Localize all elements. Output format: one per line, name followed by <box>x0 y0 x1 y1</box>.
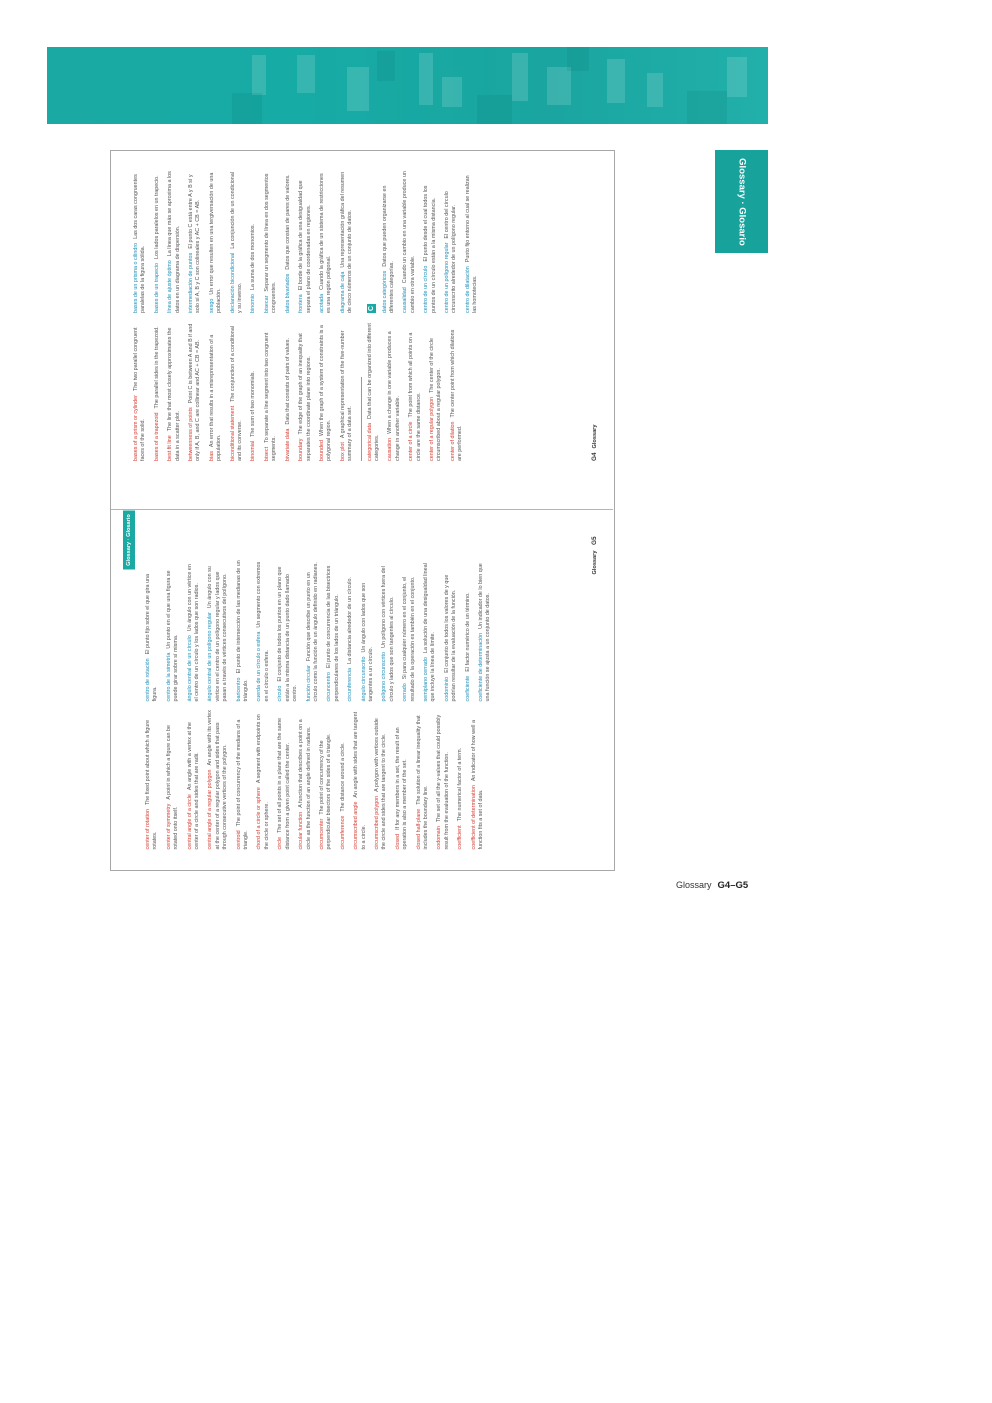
glossary-definition: Data that consists of pairs of values. <box>284 338 291 425</box>
g4-folio: G4Glossary <box>591 424 598 461</box>
glossary-entry <box>166 559 181 701</box>
glossary-definition: El borde de la gráfica de una desigualdad que separa el plano de coordenadas en regiones. <box>298 180 312 313</box>
glossary-term: polígono circunscrito <box>381 651 388 701</box>
glossary-term: bases de un prisma o cilindro <box>133 242 139 313</box>
glossary-definition: An angle with a vertex at the center of a circle and sides that are radii. <box>186 721 201 849</box>
glossary-definition: The point of concurrency of the perpendicular bisectors of the sides of a triangle. <box>318 733 333 849</box>
glossary-entry <box>319 171 334 313</box>
glossary-definition: Si para cualquier número en el conjunto, el resultado de la operación es también en el conjunto. <box>402 576 416 701</box>
glossary-entry <box>250 171 257 313</box>
glossary-entry <box>298 171 313 313</box>
page-g5 <box>111 510 613 869</box>
glossary-term: center of rotation <box>145 808 151 849</box>
glossary-entry <box>250 321 257 461</box>
glossary-definition: Un error que resulten en una tergiversación de una población. <box>208 172 223 313</box>
glossary-term: círculo <box>277 685 284 701</box>
glossary-term: center of dilation <box>449 421 456 461</box>
glossary-definition: La línea que más se aproxima a los datos en un diagrama de dispersión. <box>167 171 181 313</box>
glossary-term: bases of a trapezoid <box>153 412 160 461</box>
glossary-entry <box>471 709 486 849</box>
glossary-definition: La distancia alrededor de un círculo. <box>347 576 354 664</box>
glossary-term: bases of a prism or cylinder <box>133 395 139 461</box>
glossary-entry <box>298 321 313 461</box>
glossary-entry <box>381 559 396 701</box>
glossary-term: ángulo circunscrito <box>360 656 367 701</box>
glossary-definition: Cuando un cambio en una variable produce un cambio en otra variable. <box>402 171 416 313</box>
glossary-entry <box>374 709 389 849</box>
glossary-definition: Las dos caras congruentes paralelas de la figura sólida. <box>133 174 147 313</box>
glossary-entry <box>457 709 464 849</box>
glossary-entry <box>319 709 334 849</box>
glossary-entry <box>367 321 382 461</box>
glossary-term: cuerda de un círculo o esfera <box>256 631 263 701</box>
glossary-definition: El punto de intersección de las medianas de un triángulo. <box>235 559 250 701</box>
glossary-term: circumscribed polygon <box>373 795 380 849</box>
glossary-entry <box>465 559 472 701</box>
glossary-definition: A graphical representation of the five-number summary of a data set. <box>339 330 354 461</box>
glossary-definition: Point C is between A and B if and only if A, B, and C are collinear and AC + CB = AB. <box>188 323 202 461</box>
glossary-definition: An angle with its vertex at the center of a regular polygon and sides that pass through consecutive vertices of the polygon. <box>207 709 229 849</box>
glossary-entry <box>423 559 438 701</box>
glossary-entry <box>402 171 417 313</box>
glossary-term: coeficiente <box>464 675 471 701</box>
glossary-entry <box>326 559 341 701</box>
glossary-definition: El conjunto de todos los valores de y que podrían resultar de la evaluación de la función. <box>443 574 458 701</box>
glossary-term: frontera <box>298 294 305 313</box>
glossary-term: datos bivariados <box>284 273 291 313</box>
glossary-term: baricentro <box>235 677 242 701</box>
glossary-term: center of a regular polygon <box>428 396 435 461</box>
glossary-term: circle <box>277 836 284 849</box>
glossary-term: centro de un polígono regular <box>443 242 450 313</box>
glossary-definition: Un polígono con vértices fuera del círculo y lados que son tangentes al círculo. <box>381 565 395 701</box>
glossary-definition: Data that can be organized into different categories. <box>366 323 380 461</box>
glossary-definition: The set of all points in a plane that are the same distance from a given point called the center. <box>277 717 291 849</box>
glossary-entry <box>167 321 182 461</box>
glossary-entry <box>285 171 292 313</box>
footer-page-label: Glossary G4–G5 <box>676 880 749 891</box>
glossary-entry <box>347 559 354 701</box>
glossary-term: causalidad <box>402 287 409 313</box>
g4-column-english <box>133 321 553 461</box>
glossary-entry <box>230 321 245 461</box>
glossary-entry <box>436 709 451 849</box>
glossary-entry <box>450 321 465 461</box>
glossary-definition: If for any members in a set, the result of an operation is also a member of the set. <box>394 726 409 849</box>
glossary-term: centro de rotación <box>145 657 151 701</box>
glossary-term: coefficient <box>457 824 464 849</box>
glossary-definition: The distance around a circle. <box>339 741 346 812</box>
glossary-definition: Función que describe un punto en un círculo como la función de un ángulo definido en radianes. <box>305 561 319 701</box>
glossary-term: circuncentro <box>326 671 333 701</box>
glossary-definition: Cuando la gráfica de un sistema de restricciones es una región poligonal. <box>318 173 333 313</box>
glossary-term: closed half-plane <box>415 808 422 849</box>
glossary-term: chord of a circle or sphere <box>256 786 263 849</box>
glossary-entry <box>277 559 299 701</box>
glossary-definition: El punto fijo sobre el que gira una figura. <box>145 573 159 701</box>
glossary-term: línea de ajuste óptimo <box>167 260 174 313</box>
glossary-term: bounded <box>318 440 325 461</box>
glossary-term: codomain <box>436 825 443 849</box>
glossary-term: bisect <box>263 446 270 461</box>
glossary-definition: The edge of the graph of an inequality that separates the coordinate plane into regions. <box>298 333 312 461</box>
glossary-definition: Un segmento con extremos en el círculo o esfera. <box>256 561 270 701</box>
glossary-term: categorical data <box>366 422 373 461</box>
glossary-entry <box>395 709 410 849</box>
glossary-definition: El punto C está entre A y B sí y solo sí A, B y C son colineales y AC + CB = AB. <box>188 174 202 313</box>
glossary-entry <box>236 709 251 849</box>
glossary-definition: The two parallel congruent faces of the solid. <box>133 327 147 461</box>
glossary-term: boundary <box>298 438 305 461</box>
glossary-term: declaración bicondicional <box>229 252 236 313</box>
g5-running-head: Glossary G5 <box>591 535 598 574</box>
glossary-definition: Un punto en el que una figura se puede girar sobre sí misma. <box>165 569 180 701</box>
glossary-definition: La conjunción de un condicional y su inverso. <box>229 172 244 313</box>
glossary-definition: When the graph of a system of constraints is a polygonal region. <box>318 325 333 461</box>
glossary-definition: The point of concurrency of the medians of a triangle. <box>235 719 250 849</box>
glossary-definition: La suma de dos monomios. <box>250 223 257 291</box>
glossary-definition: When a change in one variable produces a change in another variable. <box>387 331 401 461</box>
glossary-entry <box>207 709 229 849</box>
glossary-definition: The line that most closely approximates the data in a scatter plot. <box>167 327 181 461</box>
glossary-term: best fit line <box>167 435 174 461</box>
glossary-term: circumscribed angle <box>353 801 360 849</box>
glossary-definition: The conjunction of a conditional and its converse. <box>229 326 244 461</box>
glossary-term: circumcenter <box>318 818 325 849</box>
glossary-definition: Un ángulo con su vértice en el centro de un polígono regular y lados que pasan a través de vértices consecutivos del polígono. <box>207 565 229 701</box>
glossary-definition: The set of all the y-values that could possibly result from the evaluation of the function. <box>436 714 450 849</box>
glossary-term: semiplano cerrado <box>422 656 429 701</box>
glossary-term: binomial <box>250 440 257 461</box>
glossary-entry <box>429 321 444 461</box>
glossary-entry <box>264 321 279 461</box>
glossary-entry <box>306 559 321 701</box>
glossary-term: ángulo central de un círculo <box>186 634 193 701</box>
glossary-definition: Una representación gráfica del resumen de cinco números de un conjunto de datos. <box>339 171 354 313</box>
glossary-entry <box>444 559 459 701</box>
glossary-term: circunferencia <box>347 667 354 701</box>
glossary-definition: Un ángulo con un vértice en el centro de un círculo y los lados que son radios. <box>186 563 201 701</box>
glossary-entry <box>402 559 417 701</box>
glossary-term: box plot <box>339 442 346 461</box>
glossary-entry <box>478 559 493 701</box>
glossary-definition: The point from which all points on a circle are the same distance. <box>408 332 422 461</box>
glossary-definition: A segment with endpoints on the circle or sphere. <box>256 713 270 849</box>
glossary-definition: The parallel sides in the trapezoid. <box>153 326 160 409</box>
glossary-entry <box>408 321 423 461</box>
glossary-entry <box>236 559 251 701</box>
glossary-term: bisecar <box>263 295 270 313</box>
glossary-entry <box>230 171 245 313</box>
glossary-entry <box>209 171 224 313</box>
glossary-definition: An angle with sides that are tangent to a circle. <box>353 711 367 849</box>
glossary-term: centro de un círculo <box>423 265 430 313</box>
glossary-definition: The fixed point about which a figure rotates. <box>145 719 159 849</box>
glossary-definition: El conjunto de todos los puntos en un plano que están a la misma distancia de un punto dado llamado centro. <box>277 566 299 701</box>
glossary-definition: The sum of two monomials. <box>250 371 257 437</box>
section-letter-c: C <box>367 305 375 312</box>
glossary-entry <box>340 709 347 849</box>
glossary-entry <box>207 559 229 701</box>
glossary-entry <box>444 171 459 313</box>
glossary-entry <box>277 709 292 849</box>
glossary-entry <box>387 321 402 461</box>
glossary-term: bivariate data <box>284 428 291 461</box>
glossary-entry <box>298 709 313 849</box>
glossary-definition: Un indicador de lo bien que una función se ajusta a un conjunto de datos. <box>478 562 492 701</box>
header-banner <box>47 47 768 124</box>
glossary-term: central angle of a circle <box>186 793 193 849</box>
glossary-entry <box>264 171 279 313</box>
side-tab <box>715 150 768 253</box>
glossary-definition: A polygon with vertices outside the circle and sides that are tangent to the circle. <box>373 717 388 849</box>
glossary-definition: Datos que pueden organizarse en diferentes categorías. <box>381 185 395 313</box>
glossary-entry <box>154 171 161 313</box>
glossary-entry <box>319 321 334 461</box>
glossary-definition: Separar un segmento de línea en dos segmentos congruentes. <box>263 173 278 313</box>
glossary-term: coefficient of determination <box>470 784 477 849</box>
glossary-entry <box>256 559 271 701</box>
glossary-entry <box>167 171 182 313</box>
side-tab-label: Glossary · Glosario <box>736 157 747 246</box>
glossary-definition: The solution of a linear inequality that includes the boundary line. <box>415 714 429 849</box>
page-g4 <box>111 151 613 509</box>
glossary-entry <box>145 709 160 849</box>
glossary-entry <box>188 171 203 313</box>
glossary-entry <box>209 321 224 461</box>
glossary-term: central angle of a regular polygon <box>207 768 214 849</box>
glossary-term: coeficiente de determinación <box>478 632 484 701</box>
glossary-definition: The center point from which dilations are performed. <box>449 329 464 461</box>
glossary-definition: The numerical factor of a term. <box>457 747 464 821</box>
glossary-entry <box>340 321 355 461</box>
glossary-definition: The center of the circle circumscribed about a regular polygon. <box>428 338 443 461</box>
glossary-term: circumference <box>339 815 346 849</box>
glossary-term: betweenness of points <box>188 407 195 461</box>
glossary-entry <box>340 171 355 313</box>
glossary-definition: To separate a line segment into two congruent segments. <box>263 332 278 461</box>
glossary-term: causation <box>387 437 394 461</box>
g5-head-tab: Glossary · Glosario <box>123 510 135 569</box>
glossary-entry <box>166 709 181 849</box>
glossary-term: intermediación de puntos <box>188 252 195 313</box>
glossary-term: center of a circle <box>408 421 415 461</box>
g4-column-spanish <box>133 171 553 313</box>
g5-column-spanish <box>145 559 585 701</box>
glossary-term: sesgo <box>208 298 215 313</box>
glossary-definition: El centro del círculo circunscrito alrededor de un polígono regular. <box>443 191 458 313</box>
glossary-definition: El factor numérico de un término. <box>464 591 471 672</box>
g5-column-english <box>145 709 585 849</box>
glossary-entry <box>188 321 203 461</box>
glossary-term: ángulo central de un polígono regular <box>207 611 214 701</box>
glossary-term: binomio <box>250 294 257 313</box>
glossary-entry <box>187 709 202 849</box>
glossary-definition: La solución de una desigualdad lineal que incluye la línea de límite. <box>422 562 437 701</box>
glossary-term: bases de un trapecio <box>153 262 160 313</box>
glossary-entry <box>361 559 376 701</box>
glossary-term: bias <box>208 451 215 461</box>
glossary-entry <box>382 171 397 313</box>
glossary-entry <box>416 709 431 849</box>
glossary-entry <box>133 321 148 461</box>
glossary-term: codominio <box>443 676 450 701</box>
glossary-entry <box>187 559 202 701</box>
glossary-term: center of symmetry <box>165 803 172 849</box>
glossary-entry <box>133 171 148 313</box>
glossary-term: centro de la simetría <box>165 652 172 701</box>
glossary-definition: El punto desde el cual todos los puntos de un círculo están a la misma distancia. <box>423 185 437 313</box>
glossary-entry <box>145 559 160 701</box>
glossary-definition: An indicator of how well a function fits a set of data. <box>470 719 484 849</box>
glossary-term: centro de dilatación <box>464 266 471 313</box>
section-rule <box>361 377 362 461</box>
glossary-term: datos categóricos <box>381 270 388 313</box>
glossary-term: acotada <box>318 293 325 313</box>
glossary-definition: Datos que constan de pares de valores. <box>284 174 291 270</box>
glossary-term: centroid <box>235 829 242 849</box>
glossary-definition: A function that describes a point on a circle as the function of an angle defined in radians. <box>298 718 312 849</box>
glossary-entry <box>154 321 161 461</box>
glossary-entry <box>285 321 292 461</box>
glossary-entry <box>353 709 368 849</box>
glossary-definition: Punto fijo entorno al cual se realizan las homotecias. <box>464 175 479 313</box>
glossary-term: diagrama de caja <box>339 271 346 313</box>
glossary-definition: A point in which a figure can be rotated onto itself. <box>165 724 180 849</box>
glossary-entry <box>256 709 271 849</box>
glossary-definition: An error that results in a misrepresentation of a population. <box>208 334 223 461</box>
glossary-term: circular function <box>298 811 305 849</box>
glossary-term: biconditional statement <box>229 405 236 461</box>
glossary-definition: El punto de concurrencia de las bisectrices perpendiculares de los lados de un triángulo. <box>326 565 340 701</box>
glossary-definition: Un ángulo con lados que son tangentes a un círculo. <box>360 582 374 701</box>
glossary-term: closed <box>394 833 401 849</box>
glossary-entry <box>465 171 480 313</box>
glossary-term: función circular <box>305 664 312 701</box>
glossary-definition: Los lados paralelos en un trapecio. <box>153 175 160 259</box>
glossary-entry <box>423 171 438 313</box>
glossary-term: cerrado <box>402 682 409 701</box>
